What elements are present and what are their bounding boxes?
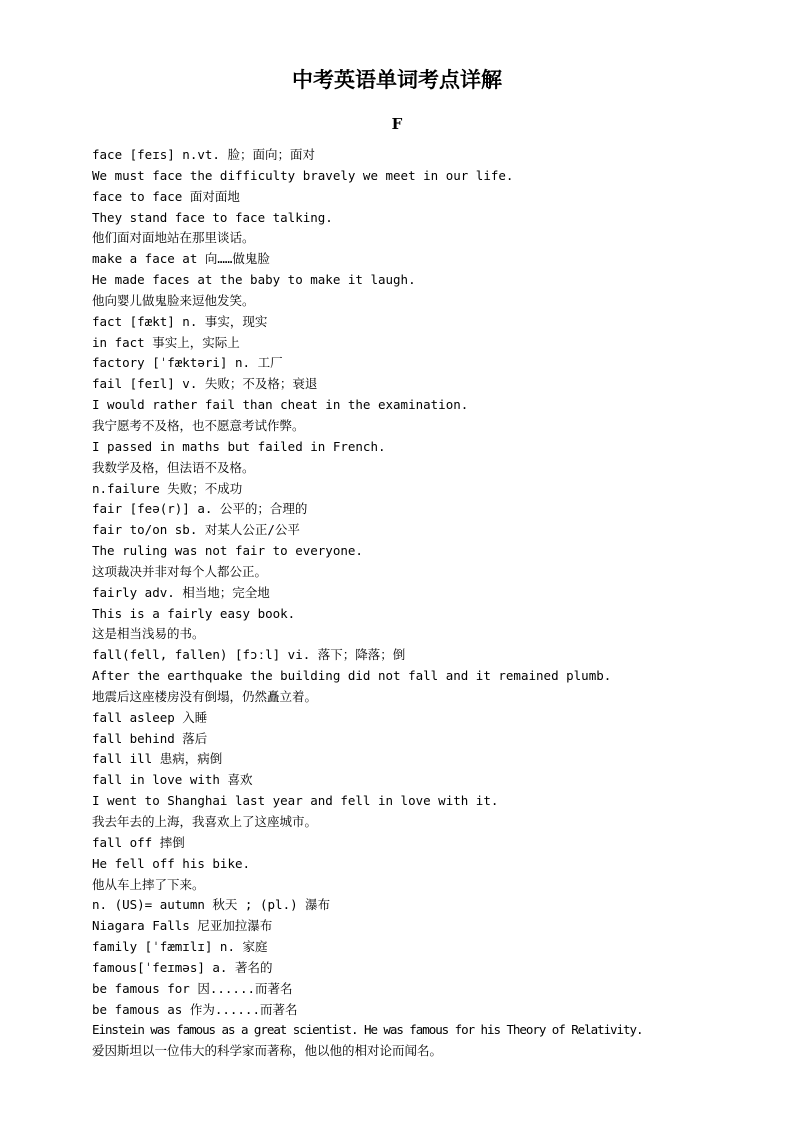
entry-line: I passed in maths but failed in French. — [92, 438, 386, 454]
entry-line: I would rather fail than cheat in the examination. — [92, 397, 469, 413]
entry-line: After the earthquake the building did not fall and it remained plumb. — [92, 668, 612, 684]
entry-line: face [feɪs] n.vt. 脸；面向；面对 — [92, 147, 315, 162]
entry-line: fair [feə(r)] a. 公平的；合理的 — [92, 501, 308, 517]
entry-line: 他向婴儿做鬼脸来逗他发笑。 — [92, 292, 255, 308]
entry-line: fall off 摔倒 — [92, 834, 185, 850]
entry-line: fairly adv. 相当地；完全地 — [92, 584, 270, 600]
entry-line: fall(fell, fallen) [fɔːl] vi. 落下；降落；倒 — [92, 647, 406, 663]
entry-line: He fell off his bike. — [92, 855, 251, 871]
entry-line: 爱因斯坦以一位伟大的科学家而著称，他以他的相对论而闻名。 — [92, 1043, 443, 1059]
entry-line: The ruling was not fair to everyone. — [92, 543, 363, 559]
entry-line: 地震后这座楼房没有倒塌，仍然矗立着。 — [92, 688, 318, 704]
entry-line: make a face at 向……做鬼脸 — [92, 251, 270, 267]
entry-line: fail [feɪl] v. 失败；不及格；衰退 — [92, 376, 318, 392]
entry-line: n. (US)= autumn 秋天 ; (pl.) 瀑布 — [92, 897, 331, 913]
entry-line: 我宁愿考不及格，也不愿意考试作弊。 — [92, 417, 305, 433]
entry-line: 他们面对面地站在那里谈话。 — [92, 230, 255, 246]
entry-line: family [ˈfæmɪlɪ] n. 家庭 — [92, 939, 268, 955]
entry-line: 我去年去的上海，我喜欢上了这座城市。 — [92, 814, 318, 829]
entry-line: n.failure 失败；不成功 — [92, 480, 243, 496]
entry-line: fall ill 患病，病倒 — [92, 751, 223, 767]
entry-line: fact [fækt] n. 事实，现实 — [92, 313, 268, 329]
entry-line: Einstein was famous as a great scientist. He was famous for his Theory of Relativity. — [92, 1022, 643, 1038]
entry-line: be famous as 作为......而著名 — [92, 1001, 298, 1017]
entry-line: Niagara Falls 尼亚加拉瀑布 — [92, 918, 273, 934]
entry-line: fall asleep 入睡 — [92, 709, 208, 725]
entry-line: We must face the difficulty bravely we meet in our life. — [92, 167, 514, 183]
entry-line: fall behind 落后 — [92, 730, 208, 746]
entry-line: 这是相当浅易的书。 — [92, 626, 205, 642]
entry-line: 他从车上摔了下来。 — [92, 876, 205, 892]
entry-line: I went to Shanghai last year and fell in love with it. — [92, 793, 499, 809]
entry-line: They stand face to face talking. — [92, 209, 333, 225]
vocabulary-entries — [92, 145, 752, 1062]
entry-line: This is a fairly easy book. — [92, 605, 296, 621]
section-letter: F — [391, 115, 403, 133]
entry-line: factory [ˈfæktəri] n. 工厂 — [92, 355, 283, 371]
entry-line: 我数学及格，但法语不及格。 — [92, 459, 255, 475]
entry-line: 这项裁决并非对每个人都公正。 — [92, 563, 268, 579]
entry-line: famous[ˈfeɪməs] a. 著名的 — [92, 959, 273, 975]
entry-line: face to face 面对面地 — [92, 188, 240, 204]
entry-line: fall in love with 喜欢 — [92, 772, 253, 788]
entry-line: be famous for 因......而著名 — [92, 980, 293, 996]
entry-line: He made faces at the baby to make it laugh. — [92, 272, 416, 288]
entry-line: in fact 事实上，实际上 — [92, 334, 240, 350]
page-title: 中考英语单词考点详解 — [292, 68, 502, 92]
entry-line: fair to/on sb. 对某人公正/公平 — [92, 522, 300, 538]
